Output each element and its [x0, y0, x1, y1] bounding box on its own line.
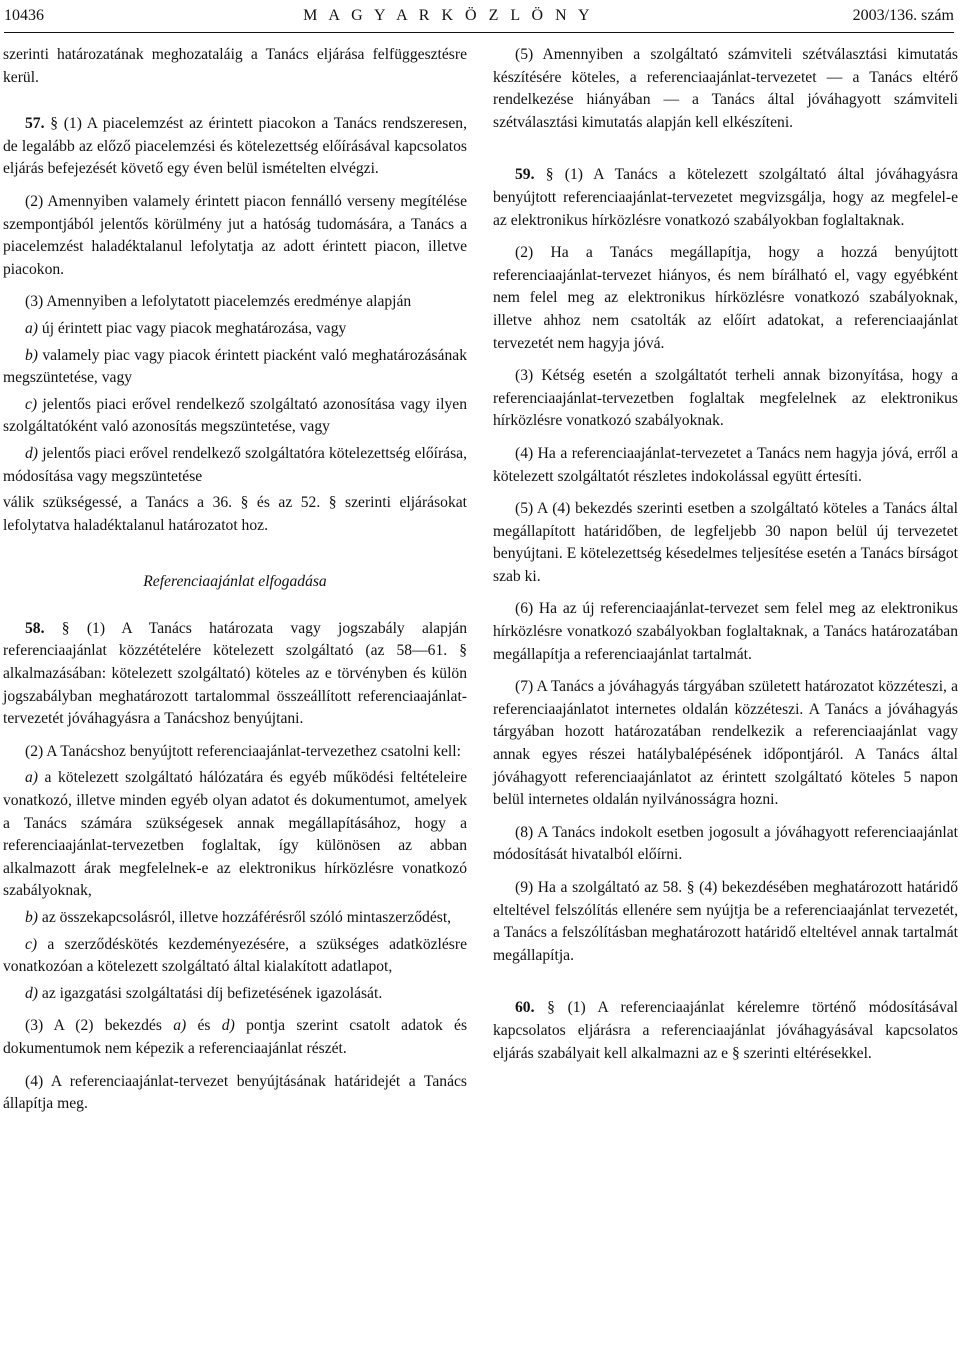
- section-58-point-b: [3, 907, 467, 930]
- section-number: 59.: [515, 166, 535, 184]
- point-text: új érintett piac vagy piacok meghatározása, vagy: [41, 319, 347, 337]
- point-marker: d): [25, 444, 38, 462]
- point-marker: d): [221, 1017, 235, 1035]
- section-58-point-c: [3, 934, 467, 979]
- section-59-paragraph-6: (6) Ha az új referenciaajánlat-tervezet sem felel meg az elektronikus hírközlésre vonatkozó szabályokban foglaltaknak, a Tanács határozatában megállapítja a referenciaajánlat tartalmát.: [493, 600, 958, 663]
- paragraph-text: § (1) A piacelemzést az érintett piacokon a Tanács rendszeresen, de legalább az előző piacelemzési és kötelezettség előírásával kapcsolatos eljárás befejezését követő egy éven belül ismételten elvégzi.: [3, 115, 467, 178]
- paragraph-text: és: [197, 1017, 211, 1035]
- section-57-point-d: [3, 443, 467, 488]
- section-58-paragraph-3: [3, 1015, 467, 1060]
- point-marker: b): [25, 909, 38, 926]
- spacer: [3, 99, 467, 113]
- section-57-point-a: [3, 318, 467, 341]
- section-number: 58.: [25, 619, 45, 637]
- section-59-paragraph-2: (2) Ha a Tanács megállapítja, hogy a hozzá benyújtott referenciaajánlat-tervezet hiányos, és nem bírálható el, vagy egyébként nem felel meg az elektronikus hírközlésre vonatkozó szabályoknak, illetve ahhoz nem csatolták az előírt adatokat, a referenciaajánlat tervezetét nem hagyja jóvá.: [493, 244, 958, 352]
- point-text: a szerződéskötés kezdeményezésére, a szükséges adatközlésre vonatkozóan a kötelezett szolgáltató által kialakított adatlapot,: [3, 935, 467, 976]
- section-59-paragraph-4: (4) Ha a referenciaajánlat-tervezetet a Tanács nem hagyja jóvá, erről a kötelezett szolgáltatót részletes indokolással együtt értesíti.: [493, 444, 958, 485]
- section-heading: Referenciaajánlat elfogadása: [143, 573, 327, 591]
- section-58-point-a: [3, 767, 467, 903]
- section-number: 57.: [25, 115, 45, 133]
- paragraph-text: (3) A (2) bekezdés: [25, 1017, 162, 1035]
- section-57-paragraph-2: (2) Amennyiben valamely érintett piacon fennálló verseny megítélése szempontjából jelentős körülmény jut a hatóság tudomására, a Tanács a piacelemzést haladéktalanul lefolytatja az adott érintett piacon, illetve piacokon.: [3, 192, 467, 278]
- spacer: [493, 144, 958, 164]
- section-57-point-c: [3, 394, 467, 439]
- left-column: [3, 44, 467, 1126]
- point-text: valamely piac vagy piacok érintett piacként való meghatározásának megszüntetése, vagy: [3, 346, 467, 387]
- point-marker: a): [173, 1017, 187, 1035]
- point-marker: c): [25, 935, 38, 953]
- point-text: jelentős piaci erővel rendelkező szolgáltatóra kötelezettség előírása, módosítása vagy megszüntetése: [3, 444, 467, 485]
- section-57-paragraph-1: [3, 113, 467, 181]
- section-59-paragraph-9: (9) Ha a szolgáltató az 58. § (4) bekezdésében meghatározott határidő elteltével felszólítás ellenére sem nyújtja be a referenciaajánlat tervezetét, a Tanács a felszólításban meghatározott határidő elteltével annak tartalmát megállapítja.: [493, 879, 958, 964]
- section-57-paragraph-3: (3) Amennyiben a lefolytatott piacelemzés eredménye alapján: [25, 293, 412, 311]
- paragraph-text: pontja szerint csatolt adatok és dokumentumok nem képezik a referenciaajánlat részét.: [3, 1017, 468, 1057]
- section-60-paragraph-1: [493, 997, 958, 1065]
- point-marker: c): [25, 395, 38, 413]
- page-header: [4, 4, 954, 28]
- point-text: jelentős piaci erővel rendelkező szolgáltató azonosítása vagy ilyen szolgáltatóként való azonosítás megszüntetése, vagy: [3, 395, 467, 436]
- section-59-paragraph-1: [493, 164, 958, 232]
- section-58-paragraph-1: [3, 618, 467, 731]
- point-marker: a): [25, 319, 38, 337]
- spacer: [493, 977, 958, 997]
- gazette-title: M A G Y A R K Ö Z L Ö N Y: [303, 7, 594, 24]
- point-text: a kötelezett szolgáltató hálózatára és egyéb működési feltételeire vonatkozó, illetve minden egyéb olyan adatot és dokumentumot, amelyek a Tanács számára szükségesek annak megállapításához, hogy a referenciaajánlat-tervezetben foglaltak, így különösen az abban alkalmazott árak megfelelnek-e az elektronikus hírközlésre vonatkozó szabályoknak,: [3, 769, 467, 900]
- section-59-paragraph-7: (7) A Tanács a jóváhagyás tárgyában született határozatot közzéteszi, a referenciaajánlatot internetes oldalán közzéteszi. A Tanács a jóváhagyás tárgyában hozott határozatában rendelkezik a referenciaajánlat vagy annak egyes részei hatálybalépésének időpontjáról. A Tanács által jóváhagyott referenciaajánlatot az érintett szolgáltató köteles 5 napon belül internetes oldalán nyilvánosságra hozni.: [493, 678, 958, 809]
- section-57-point-b: [3, 345, 467, 390]
- paragraph-text: § (1) A Tanács a kötelezett szolgáltató által jóváhagyásra benyújtott referenciaajánlat-tervezetet megvizsgálja, hogy az megfelel-e az elektronikus hírközlésre vonatkozó szabályokban foglaltaknak.: [493, 166, 958, 229]
- page-number: 10436: [4, 7, 44, 24]
- continuation-paragraph: szerinti határozatának meghozataláig a Tanács eljárása felfüggesztésre kerül.: [3, 46, 467, 86]
- section-number: 60.: [515, 999, 535, 1017]
- issue-number: 2003/136. szám: [852, 7, 954, 24]
- section-57-tail: válik szükségessé, a Tanács a 36. § és az 52. § szerinti eljárásokat lefolytatva haladéktalanul határozatot hoz.: [3, 494, 467, 534]
- right-column: [493, 44, 958, 1075]
- section-59-paragraph-8: (8) A Tanács indokolt esetben jogosult a jóváhagyott referenciaajánlat módosítását hivatalból előírni.: [493, 823, 958, 864]
- section-58-point-d: [3, 983, 467, 1006]
- point-text: az igazgatási szolgáltatási díj befizetésének igazolását.: [41, 984, 383, 1002]
- section-59-paragraph-5: (5) A (4) bekezdés szerinti esetben a szolgáltató köteles a Tanács által megállapított határidőben, de legfeljebb 30 napon belül új tervezetet benyújtani. E kötelezettség késedelmes teljesítése esetén a Tanács bírságot szab ki.: [493, 500, 958, 585]
- paragraph-text: § (1) A Tanács határozata vagy jogszabály alapján referenciaajánlat közzétételére kötelezett szolgáltató (az 58—61. § alkalmazásában: kötelezett szolgáltató) köteles az e törvényben és külön jogszabályban meghatározott tartalommal összeállított referenciaajánlat-tervezetét jóváhagyásra a Tanácshoz benyújtani.: [3, 619, 467, 728]
- header-rule: [4, 32, 954, 33]
- point-marker: d): [25, 984, 38, 1002]
- section-58-paragraph-4: (4) A referenciaajánlat-tervezet benyújtásának határidejét a Tanács állapítja meg.: [3, 1072, 467, 1113]
- paragraph-text: § (1) A referenciaajánlat kérelemre történő módosításával kapcsolatos eljárásra a referenciaajánlat jóváhagyásával kapcsolatos eljárás szabályait kell alkalmazni az e § szerinti eltérésekkel.: [493, 999, 959, 1062]
- section-58-paragraph-5: (5) Amennyiben a szolgáltató számviteli szétválasztási kimutatás készítésére köteles, a referenciaajánlat-tervezetet — a Tanács eltérő rendelkezése hiányában — a Tanács által jóváhagyott számviteli szétválasztási kimutatás alapján kell elkészíteni.: [493, 46, 958, 131]
- point-text: az összekapcsolásról, illetve hozzáférésről szóló mintaszerződést,: [41, 909, 452, 926]
- section-59-paragraph-3: (3) Kétség esetén a szolgáltatót terheli annak bizonyítása, hogy a referenciaajánlat-tervezetben foglaltak megfelelnek az elektronikus hírközlésre vonatkozó szabályoknak.: [493, 367, 958, 430]
- section-58-paragraph-2: (2) A Tanácshoz benyújtott referenciaajánlat-tervezethez csatolni kell:: [25, 742, 461, 760]
- point-marker: b): [25, 346, 38, 364]
- point-marker: a): [25, 769, 38, 787]
